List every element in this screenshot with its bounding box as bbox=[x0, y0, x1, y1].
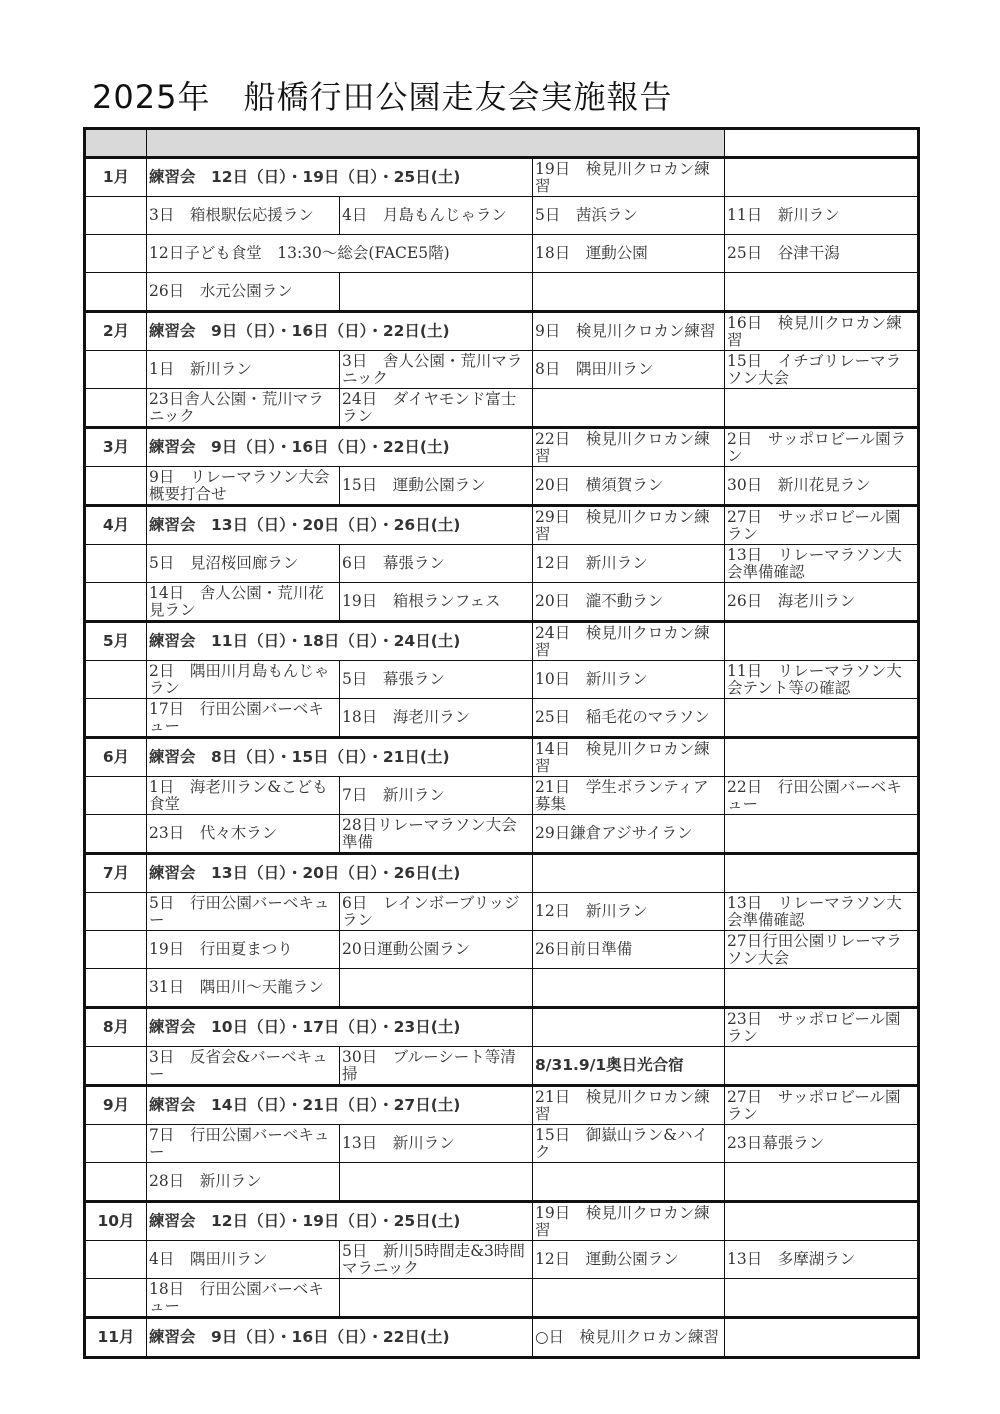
practice-extra-event bbox=[533, 1008, 725, 1047]
month-spacer-cell bbox=[85, 235, 147, 273]
month-label: 3月 bbox=[85, 428, 147, 467]
event-row bbox=[85, 273, 919, 312]
event-cell: 28日リレーマラソン大会準備 bbox=[340, 815, 533, 854]
event-cell: 1日 海老川ラン&こども食堂 bbox=[147, 777, 340, 815]
event-cell bbox=[340, 273, 533, 312]
practice-schedule: 練習会 9日（日）・16日（日）・22日(土) bbox=[147, 1318, 533, 1358]
month-label: 8月 bbox=[85, 1008, 147, 1047]
practice-schedule: 練習会 12日（日）・19日（日）・25日(土) bbox=[147, 1202, 533, 1241]
month-practice-row bbox=[85, 622, 919, 661]
practice-extra-event: 21日 検見川クロカン練習 bbox=[533, 1086, 725, 1125]
month-label: 5月 bbox=[85, 622, 147, 661]
event-row bbox=[85, 467, 919, 506]
practice-extra-event: ○日 検見川クロカン練習 bbox=[533, 1318, 725, 1358]
event-cell bbox=[725, 1163, 919, 1202]
event-cell: 25日 稲毛花のマラソン bbox=[533, 699, 725, 738]
event-cell: 18日 海老川ラン bbox=[340, 699, 533, 738]
event-cell: 3日 箱根駅伝応援ラン bbox=[147, 197, 340, 235]
practice-schedule: 練習会 11日（日）・18日（日）・24日(土) bbox=[147, 622, 533, 661]
month-practice-row bbox=[85, 428, 919, 467]
month-label: 11月 bbox=[85, 1318, 147, 1358]
practice-extra-event: 16日 検見川クロカン練習 bbox=[725, 312, 919, 351]
month-spacer-cell bbox=[85, 389, 147, 428]
event-row bbox=[85, 661, 919, 699]
practice-extra-event: 24日 検見川クロカン練習 bbox=[533, 622, 725, 661]
event-cell: 26日 水元公園ラン bbox=[147, 273, 340, 312]
practice-extra-event bbox=[725, 1202, 919, 1241]
event-cell: 8/31.9/1奥日光合宿 bbox=[533, 1047, 725, 1086]
practice-extra-event: 19日 検見川クロカン練習 bbox=[533, 158, 725, 197]
event-row bbox=[85, 235, 919, 273]
practice-extra-event: 22日 検見川クロカン練習 bbox=[533, 428, 725, 467]
event-cell: 1日 新川ラン bbox=[147, 351, 340, 389]
month-spacer-cell bbox=[85, 777, 147, 815]
month-spacer-cell bbox=[85, 467, 147, 506]
event-row bbox=[85, 197, 919, 235]
month-label: 4月 bbox=[85, 506, 147, 545]
event-cell: 21日 学生ボランティア募集 bbox=[533, 777, 725, 815]
month-spacer-cell bbox=[85, 545, 147, 583]
event-cell: 26日 海老川ラン bbox=[725, 583, 919, 622]
month-spacer-cell bbox=[85, 1241, 147, 1279]
practice-schedule: 練習会 9日（日）・16日（日）・22日(土) bbox=[147, 428, 533, 467]
event-cell: 30日 ブルーシート等清掃 bbox=[340, 1047, 533, 1086]
event-cell: 8日 隅田川ラン bbox=[533, 351, 725, 389]
event-cell: 20日 横須賀ラン bbox=[533, 467, 725, 506]
month-practice-row bbox=[85, 854, 919, 893]
event-cell: 26日前日準備 bbox=[533, 931, 725, 969]
event-cell bbox=[340, 1163, 533, 1202]
event-cell bbox=[725, 1279, 919, 1318]
practice-schedule: 練習会 13日（日）・20日（日）・26日(土) bbox=[147, 506, 533, 545]
event-cell: 24日 ダイヤモンド富士ラン bbox=[340, 389, 533, 428]
header-extra-cell bbox=[725, 129, 919, 158]
month-label: 7月 bbox=[85, 854, 147, 893]
event-row bbox=[85, 1125, 919, 1163]
practice-schedule: 練習会 13日（日）・20日（日）・26日(土) bbox=[147, 854, 533, 893]
page-title: 2025年 船橋行田公園走友会実施報告 bbox=[92, 78, 673, 116]
event-cell: 5日 行田公園バーベキュー bbox=[147, 893, 340, 931]
event-row bbox=[85, 699, 919, 738]
event-cell: 12日子ども食堂 13:30～総会(FACE5階) bbox=[147, 235, 533, 273]
event-cell: 12日 新川ラン bbox=[533, 545, 725, 583]
event-cell: 18日 運動公園 bbox=[533, 235, 725, 273]
event-cell: 10日 新川ラン bbox=[533, 661, 725, 699]
month-spacer-cell bbox=[85, 1125, 147, 1163]
practice-extra-event: 19日 検見川クロカン練習 bbox=[533, 1202, 725, 1241]
month-label: 6月 bbox=[85, 738, 147, 777]
practice-schedule: 練習会 12日（日）・19日（日）・25日(土) bbox=[147, 158, 533, 197]
month-practice-row bbox=[85, 312, 919, 351]
event-row bbox=[85, 1163, 919, 1202]
event-cell: 3日 舎人公園・荒川マラニック bbox=[340, 351, 533, 389]
month-spacer-cell bbox=[85, 699, 147, 738]
event-row bbox=[85, 931, 919, 969]
month-label: 10月 bbox=[85, 1202, 147, 1241]
event-cell: 7日 新川ラン bbox=[340, 777, 533, 815]
event-cell: 13日 リレーマラソン大会準備確認 bbox=[725, 545, 919, 583]
event-row bbox=[85, 389, 919, 428]
event-row bbox=[85, 1047, 919, 1086]
event-cell: 7日 行田公園バーベキュー bbox=[147, 1125, 340, 1163]
event-cell: 12日 運動公園ラン bbox=[533, 1241, 725, 1279]
event-cell: 19日 箱根ランフェス bbox=[340, 583, 533, 622]
practice-extra-event bbox=[533, 854, 725, 893]
practice-schedule: 練習会 10日（日）・17日（日）・23日(土) bbox=[147, 1008, 533, 1047]
event-cell bbox=[340, 1279, 533, 1318]
event-cell: 28日 新川ラン bbox=[147, 1163, 340, 1202]
event-cell: 5日 茜浜ラン bbox=[533, 197, 725, 235]
event-cell: 27日行田公園リレーマラソン大会 bbox=[725, 931, 919, 969]
event-cell: 2日 隅田川月島もんじゃラン bbox=[147, 661, 340, 699]
month-practice-row bbox=[85, 1008, 919, 1047]
event-cell bbox=[725, 389, 919, 428]
event-row bbox=[85, 815, 919, 854]
header-main-cell bbox=[147, 129, 725, 158]
month-spacer-cell bbox=[85, 1279, 147, 1318]
month-spacer-cell bbox=[85, 969, 147, 1008]
event-cell: 25日 谷津干潟 bbox=[725, 235, 919, 273]
practice-extra-event: 29日 検見川クロカン練習 bbox=[533, 506, 725, 545]
event-cell: 3日 反省会&バーベキュー bbox=[147, 1047, 340, 1086]
practice-schedule: 練習会 8日（日）・15日（日）・21日(土) bbox=[147, 738, 533, 777]
event-cell bbox=[725, 699, 919, 738]
activity-report-table bbox=[83, 127, 920, 1359]
month-spacer-cell bbox=[85, 273, 147, 312]
event-row bbox=[85, 1241, 919, 1279]
event-cell: 4日 隅田川ラン bbox=[147, 1241, 340, 1279]
practice-extra-event bbox=[725, 158, 919, 197]
header-month-cell bbox=[85, 129, 147, 158]
event-row bbox=[85, 545, 919, 583]
event-cell: 15日 イチゴリレーマラソン大会 bbox=[725, 351, 919, 389]
event-row bbox=[85, 583, 919, 622]
event-cell: 6日 幕張ラン bbox=[340, 545, 533, 583]
event-cell: 31日 隅田川～天龍ラン bbox=[147, 969, 340, 1008]
month-label: 9月 bbox=[85, 1086, 147, 1125]
event-cell: 19日 行田夏まつり bbox=[147, 931, 340, 969]
event-cell: 13日 多摩湖ラン bbox=[725, 1241, 919, 1279]
event-cell: 12日 新川ラン bbox=[533, 893, 725, 931]
practice-schedule: 練習会 9日（日）・16日（日）・22日(土) bbox=[147, 312, 533, 351]
month-spacer-cell bbox=[85, 1163, 147, 1202]
event-cell: 23日幕張ラン bbox=[725, 1125, 919, 1163]
month-spacer-cell bbox=[85, 893, 147, 931]
practice-extra-event: 9日 検見川クロカン練習 bbox=[533, 312, 725, 351]
event-cell bbox=[533, 969, 725, 1008]
event-cell: 6日 レインボーブリッジラン bbox=[340, 893, 533, 931]
event-cell bbox=[533, 1163, 725, 1202]
event-cell: 11日 リレーマラソン大会テント等の確認 bbox=[725, 661, 919, 699]
event-row bbox=[85, 893, 919, 931]
month-practice-row bbox=[85, 1086, 919, 1125]
event-cell: 20日運動公園ラン bbox=[340, 931, 533, 969]
event-cell: 20日 瀧不動ラン bbox=[533, 583, 725, 622]
month-spacer-cell bbox=[85, 583, 147, 622]
event-cell: 23日 代々木ラン bbox=[147, 815, 340, 854]
event-cell: 18日 行田公園バーベキュー bbox=[147, 1279, 340, 1318]
practice-extra-event: 14日 検見川クロカン練習 bbox=[533, 738, 725, 777]
practice-schedule: 練習会 14日（日）・21日（日）・27日(土) bbox=[147, 1086, 533, 1125]
month-spacer-cell bbox=[85, 1047, 147, 1086]
practice-extra-event: 2日 サッポロビール園ラン bbox=[725, 428, 919, 467]
month-practice-row bbox=[85, 158, 919, 197]
month-practice-row bbox=[85, 506, 919, 545]
event-cell bbox=[340, 969, 533, 1008]
month-spacer-cell bbox=[85, 197, 147, 235]
event-cell: 13日 新川ラン bbox=[340, 1125, 533, 1163]
practice-extra-event: 27日 サッポロビール園ラン bbox=[725, 1086, 919, 1125]
practice-extra-event bbox=[725, 1318, 919, 1358]
event-cell: 5日 幕張ラン bbox=[340, 661, 533, 699]
event-cell: 15日 御嶽山ラン&ハイク bbox=[533, 1125, 725, 1163]
event-cell bbox=[725, 969, 919, 1008]
event-cell: 23日舎人公園・荒川マラニック bbox=[147, 389, 340, 428]
event-cell bbox=[725, 273, 919, 312]
practice-extra-event: 23日 サッポロビール園ラン bbox=[725, 1008, 919, 1047]
event-cell bbox=[533, 273, 725, 312]
event-cell: 13日 リレーマラソン大会準備確認 bbox=[725, 893, 919, 931]
event-cell: 15日 運動公園ラン bbox=[340, 467, 533, 506]
table-header-row bbox=[85, 129, 919, 158]
event-cell: 17日 行田公園バーベキュー bbox=[147, 699, 340, 738]
practice-extra-event: 27日 サッポロビール園ラン bbox=[725, 506, 919, 545]
event-row bbox=[85, 777, 919, 815]
event-cell: 5日 見沼桜回廊ラン bbox=[147, 545, 340, 583]
month-practice-row bbox=[85, 1318, 919, 1358]
event-cell bbox=[533, 1279, 725, 1318]
practice-extra-event bbox=[725, 738, 919, 777]
event-cell bbox=[533, 389, 725, 428]
month-label: 2月 bbox=[85, 312, 147, 351]
event-cell: 9日 リレーマラソン大会概要打合せ bbox=[147, 467, 340, 506]
month-spacer-cell bbox=[85, 931, 147, 969]
month-spacer-cell bbox=[85, 351, 147, 389]
month-spacer-cell bbox=[85, 661, 147, 699]
event-cell: 22日 行田公園バーベキュー bbox=[725, 777, 919, 815]
event-row bbox=[85, 1279, 919, 1318]
event-cell bbox=[725, 1047, 919, 1086]
event-cell: 30日 新川花見ラン bbox=[725, 467, 919, 506]
month-label: 1月 bbox=[85, 158, 147, 197]
event-cell: 4日 月島もんじゃラン bbox=[340, 197, 533, 235]
month-practice-row bbox=[85, 1202, 919, 1241]
practice-extra-event bbox=[725, 622, 919, 661]
event-cell bbox=[725, 815, 919, 854]
event-row bbox=[85, 969, 919, 1008]
month-spacer-cell bbox=[85, 815, 147, 854]
event-cell: 29日鎌倉アジサイラン bbox=[533, 815, 725, 854]
event-cell: 14日 舎人公園・荒川花見ラン bbox=[147, 583, 340, 622]
event-cell: 11日 新川ラン bbox=[725, 197, 919, 235]
event-row bbox=[85, 351, 919, 389]
month-practice-row bbox=[85, 738, 919, 777]
event-cell: 5日 新川5時間走&3時間マラニック bbox=[340, 1241, 533, 1279]
practice-extra-event bbox=[725, 854, 919, 893]
